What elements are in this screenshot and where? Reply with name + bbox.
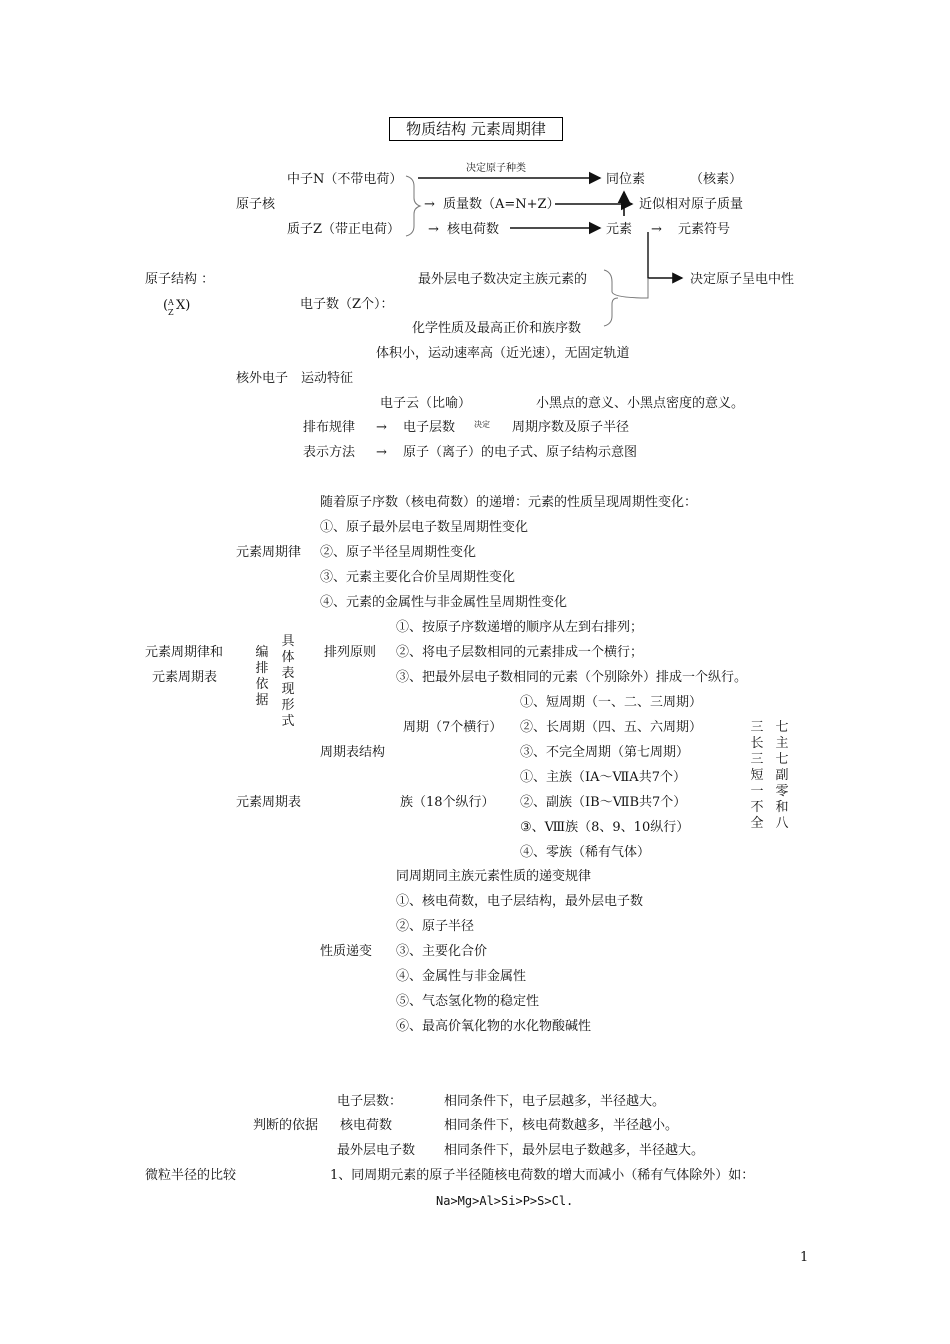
period-radius-label: 周期序数及原子半径 (512, 420, 630, 435)
rule-item: ②、将电子层数相同的元素排成一个横行； (396, 645, 644, 660)
trend-item: ⑤、气态氢化物的稳定性 (396, 994, 540, 1009)
element-label: 元素 (606, 222, 633, 237)
nuclide-label: （核素） (690, 172, 743, 187)
atomic-structure-label: 原子结构 ： (145, 272, 215, 287)
radius-shells-label: 电子层数： (337, 1094, 403, 1109)
notation-atomic-number: Z (168, 308, 174, 317)
approx-mass-label: 近似相对原子质量 (639, 197, 744, 212)
trend-item: ⑥、最高价氧化物的水化物酸碱性 (396, 1019, 592, 1034)
law-intro: 随着原子序数（核电荷数）的递增：元素的性质呈现周期性变化： (320, 495, 698, 510)
principle-label: 排列原则 (324, 645, 377, 660)
group-item: ②、副族（ⅠB～ⅦB共7个） (520, 795, 687, 810)
radius-compare-label: 微粒半径的比较 (145, 1168, 237, 1183)
group-item: ④、零族（稀有气体） (520, 845, 651, 860)
notation-open: ( (163, 298, 169, 313)
shells-label: 电子层数 (403, 420, 456, 435)
notation-mass: A (168, 298, 174, 307)
radius-rule-1: 1、同周期元素的原子半径随核电荷数的增大而减小（稀有气体除外）如： (330, 1168, 755, 1183)
page-number: 1 (800, 1250, 809, 1265)
radius-example: Na>Mg>Al>Si>P>S>Cl. (436, 1194, 574, 1208)
trend-label: 性质递变 (320, 944, 373, 959)
arrow-neutral (648, 232, 682, 278)
arrow-glyph: → (424, 197, 435, 212)
arrow-glyph: → (651, 222, 662, 237)
notation-symbol: X) (176, 298, 191, 313)
law-item: ③、元素主要化合价呈周期性变化 (320, 570, 516, 585)
nuclear-charge-label: 核电荷数 (447, 222, 500, 237)
outer-electron-text-2: 化学性质及最高正价和族序数 (412, 321, 582, 336)
neutral-label: 决定原子呈电中性 (690, 272, 795, 287)
trend-item: ③、主要化合价 (396, 944, 488, 959)
arrow-glyph: → (376, 420, 387, 435)
page-title: 物质结构 元素周期律 (389, 117, 563, 141)
extranuclear-label: 核外电子 (236, 371, 289, 386)
electron-count-label: 电子数（Z个）： (300, 297, 394, 312)
basis-label: 编排依据 (255, 645, 269, 708)
rule-item: ①、按原子序数递增的顺序从左到右排列； (396, 620, 644, 635)
group-item: ③、Ⅷ族（8、9、10纵行） (520, 820, 690, 835)
arrange-label: 排布规律 (303, 420, 356, 435)
motion-label: 运动特征 (301, 371, 354, 386)
form-label: 具体表现形式 (281, 634, 295, 729)
element-symbol-label: 元素符号 (678, 222, 731, 237)
trend-intro: 同周期同主族元素性质的递变规律 (396, 869, 592, 884)
proton-label: 质子Z（带正电荷） (287, 222, 401, 237)
radius-basis-label: 判断的依据 (253, 1118, 319, 1133)
decide-atom-type-label: 决定原子种类 (466, 163, 526, 174)
law-item: ②、原子半径呈周期性变化 (320, 545, 477, 560)
dots-label: 小黑点的意义、小黑点密度的意义。 (536, 396, 745, 411)
isotope-label: 同位素 (606, 172, 646, 187)
period-item: ②、长周期（四、五、六周期） (520, 720, 703, 735)
radius-shells-rule: 相同条件下，电子层越多，半径越大。 (444, 1094, 666, 1109)
mass-number-label: 质量数（A=N+Z） (443, 197, 560, 212)
neutron-label: 中子N（不带电荷） (287, 172, 403, 187)
rule-item: ③、把最外层电子数相同的元素（个别除外）排成一个纵行。 (396, 670, 748, 685)
outer-electron-text-1: 最外层电子数决定主族元素的 (418, 272, 588, 287)
mnemonic-1: 三长三短一不全 (750, 720, 764, 831)
notation-method-label: 表示方法 (303, 445, 356, 460)
motion-desc: 体积小，运动速率高（近光速），无固定轨道 (376, 346, 630, 361)
radius-outer-label: 最外层电子数 (337, 1143, 416, 1158)
radius-charge-rule: 相同条件下，核电荷数越多，半径越小。 (444, 1118, 679, 1133)
law-item: ④、元素的金属性与非金属性呈周期性变化 (320, 595, 568, 610)
arrow-glyph: → (428, 222, 439, 237)
cloud-label: 电子云（比喻） (380, 396, 472, 411)
table-left-label-1: 元素周期律和 (145, 645, 224, 660)
table-left-label-2: 元素周期表 (152, 670, 218, 685)
mnemonic-2: 七主七副零和八 (775, 720, 789, 831)
trend-item: ①、核电荷数，电子层结构，最外层电子数 (396, 894, 644, 909)
periods-label: 周期（7个横行） (403, 720, 503, 735)
nucleus-label: 原子核 (236, 197, 276, 212)
arrow-glyph: → (376, 445, 387, 460)
decide-small-label: 决定 (474, 420, 490, 429)
radius-outer-rule: 相同条件下，最外层电子数越多，半径越大。 (444, 1143, 705, 1158)
trend-item: ④、金属性与非金属性 (396, 969, 527, 984)
structure-label: 周期表结构 (320, 745, 386, 760)
radius-charge-label: 核电荷数 (340, 1118, 393, 1133)
groups-label: 族（18个纵行） (400, 795, 495, 810)
period-item: ①、短周期（一、二、三周期） (520, 695, 703, 710)
group-item: ①、主族（ⅠA～ⅦA共7个） (520, 770, 686, 785)
formula-label: 原子（离子）的电子式、原子结构示意图 (403, 445, 638, 460)
law-label: 元素周期律 (236, 545, 302, 560)
law-item: ①、原子最外层电子数呈周期性变化 (320, 520, 529, 535)
period-item: ③、不完全周期（第七周期） (520, 745, 690, 760)
table-label: 元素周期表 (236, 795, 302, 810)
trend-item: ②、原子半径 (396, 919, 475, 934)
